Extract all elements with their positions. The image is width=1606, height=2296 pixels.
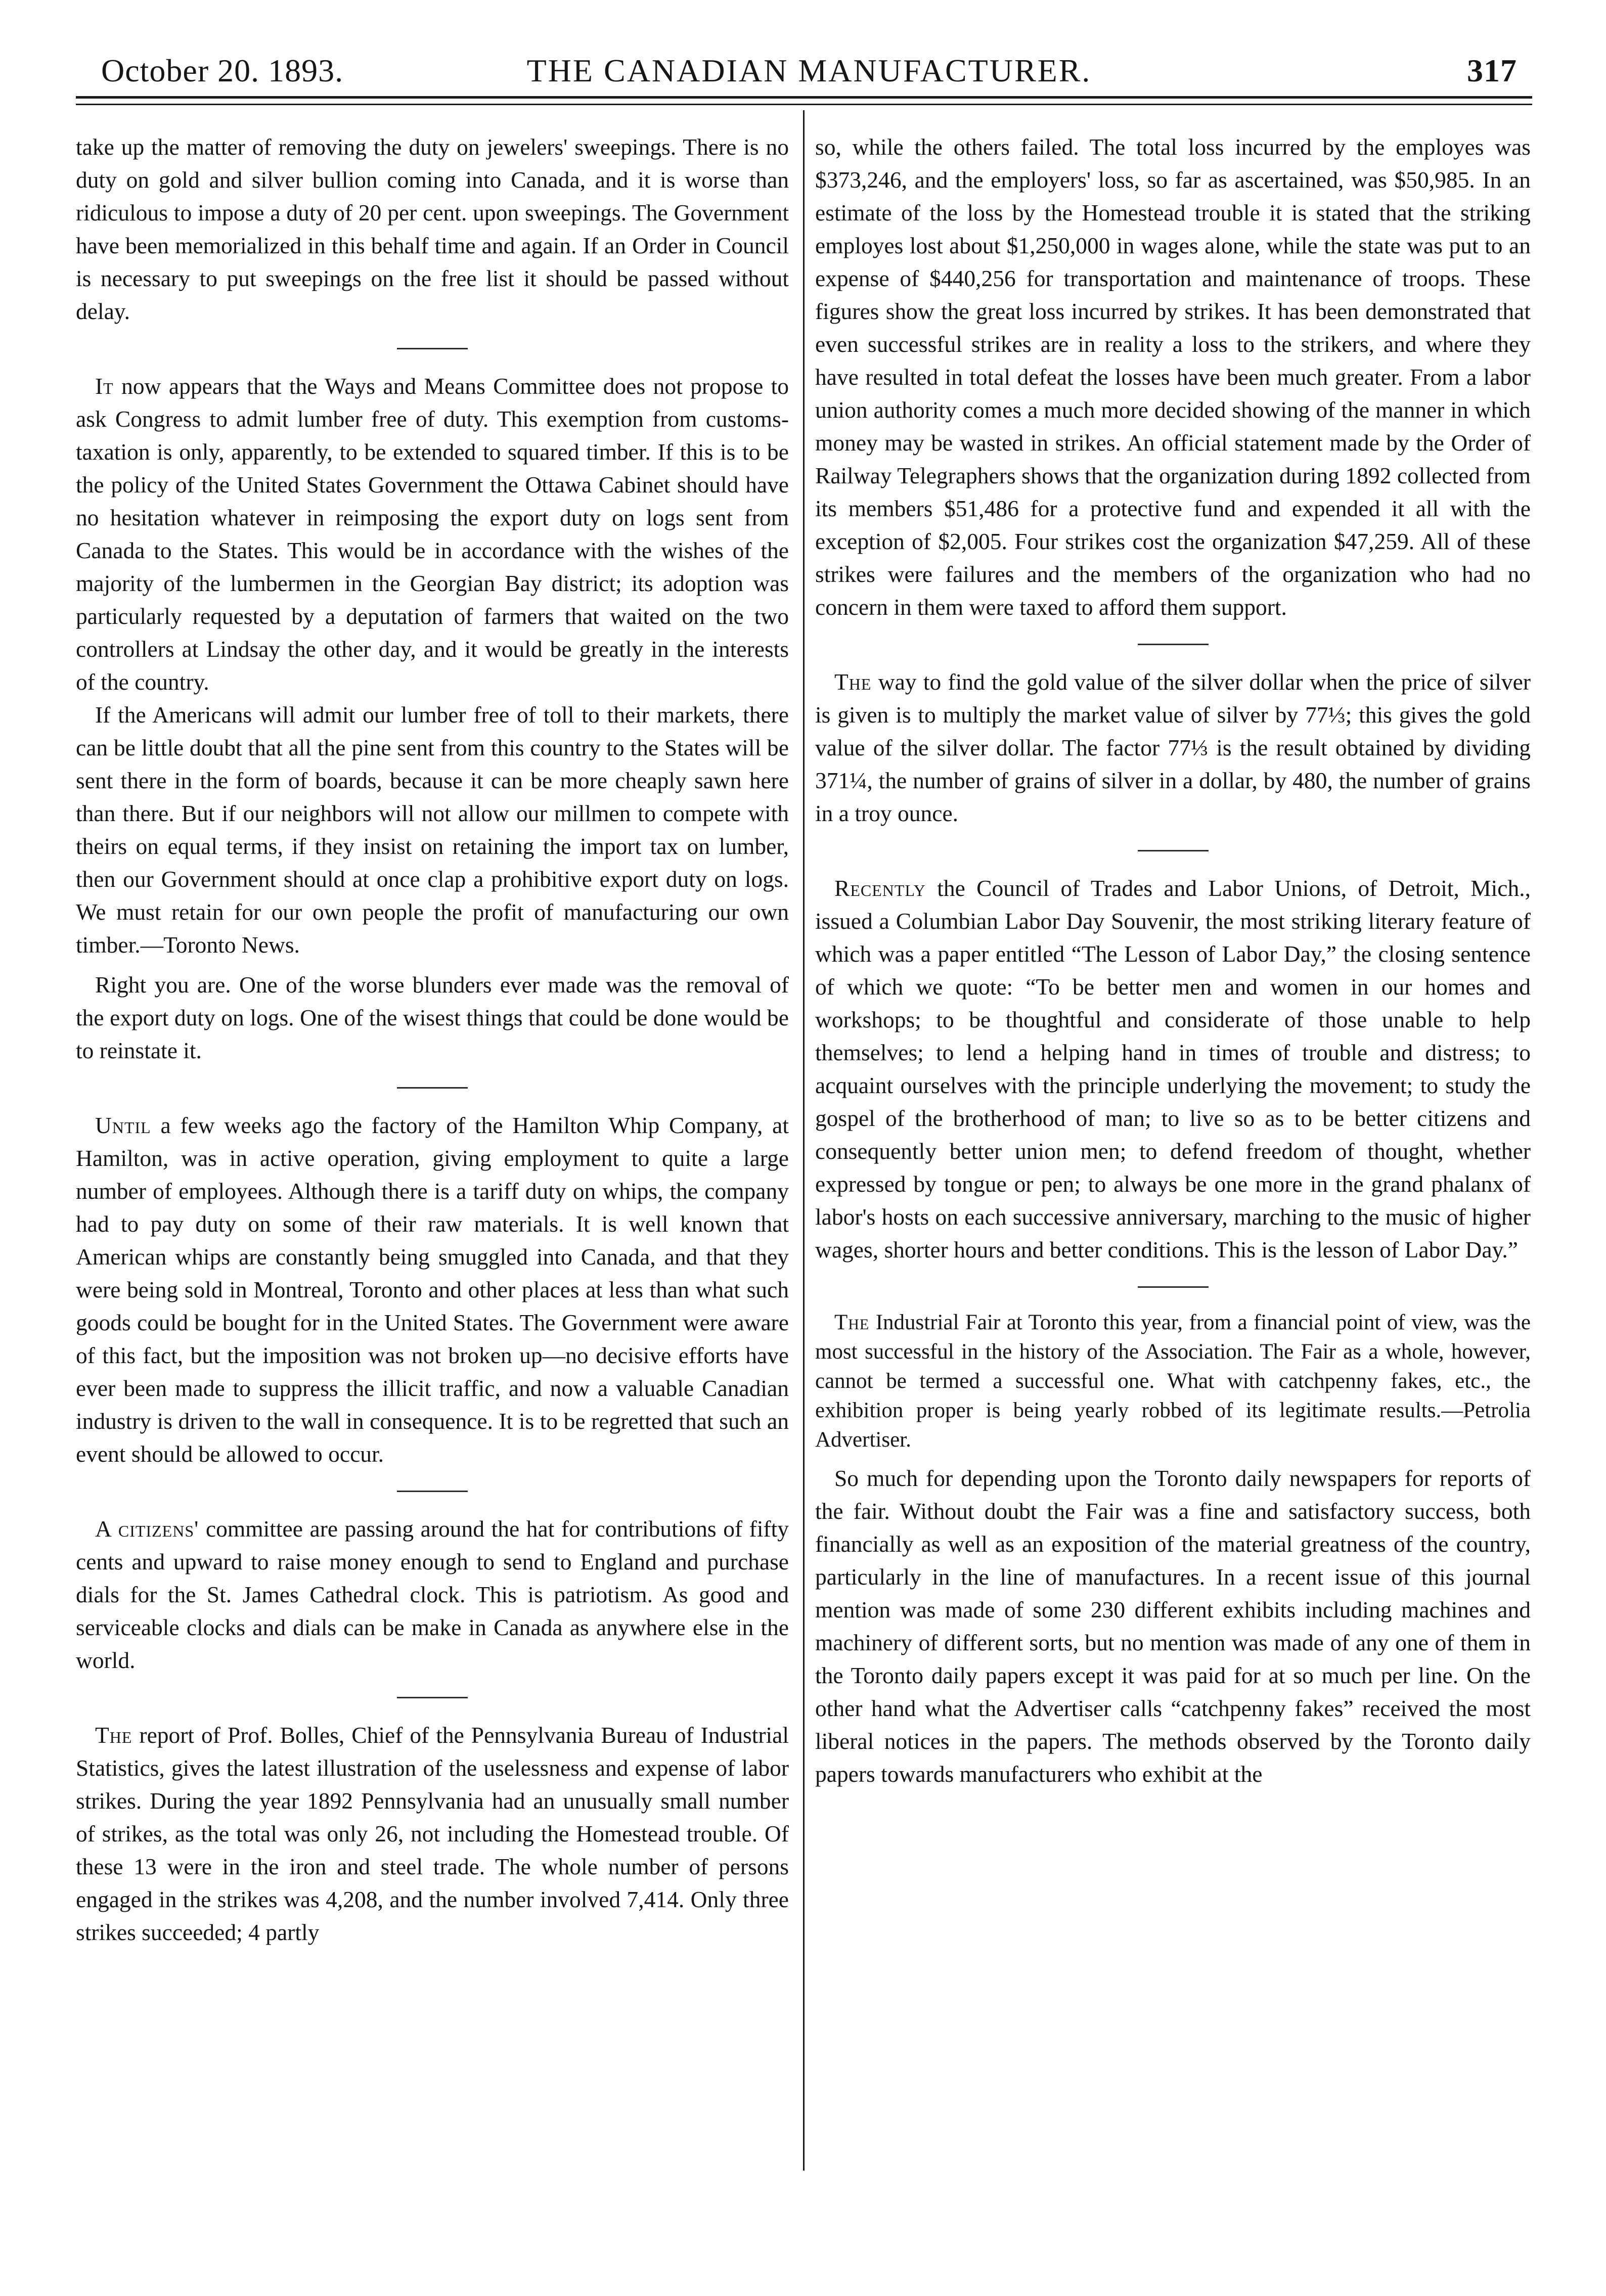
article-separator xyxy=(397,1491,468,1492)
lead-word: Recently xyxy=(834,875,926,901)
header-rule-thin xyxy=(76,104,1532,105)
publication-title: THE CANADIAN MANUFACTURER. xyxy=(526,53,1092,88)
lead-word: The xyxy=(834,1311,870,1334)
lead-word: It xyxy=(95,373,114,399)
article-separator xyxy=(1138,850,1209,851)
article-silver-dollar xyxy=(815,665,1531,830)
article-separator xyxy=(397,1087,468,1089)
article-text: the Council of Trades and Labor Unions, of Detroit, Mich., issued a Columbian Labor Day Souvenir, the most striking literary feature of which was a paper entitled “The Lesson of Labor Day,” the closing sentence of which we quote: “To be better men and women in our homes and workshops; to be thoughtful and considerate of those unable to help themselves; to lend a helping hand in times of trouble and distress; to acquaint ourselves with the principle underlying the movement; to study the gospel of the brotherhood of man; to live so as to be better citizens and consequently better union men; to defend freedom of thought, whether expressed by tongue or pen; to always be one more in the grand phalanx of labor's hosts on each successive anniversary, marching to the music of higher wages, shorter hours and better conditions. This is the lesson of Labor Day.” xyxy=(815,875,1531,1263)
article-separator xyxy=(397,348,468,349)
article-lumber-duty xyxy=(76,370,789,698)
right-column xyxy=(815,130,1531,1790)
lead-word: Until xyxy=(95,1112,151,1138)
article-text: Industrial Fair at Toronto this year, from a financial point of view, was the most successful in the history of the Association. The Fair as a whole, however, cannot be termed a successful one. What with catchpenny fakes, etc., the exhibition proper is being yearly robbed of its legitimate results.—Petrolia Advertiser. xyxy=(815,1311,1531,1452)
left-column xyxy=(76,130,789,1949)
article-labor-day xyxy=(815,872,1531,1266)
article-strikes-continued: so, while the others failed. The total loss incurred by the employes was $373,246, and the employers' loss, so far as ascertained, was $50,985. In an estimate of the loss by the Homestead trouble it is stated that the striking employes lost about $1,250,000 in wages alone, while the state was put to an expense of $440,256 for transportation and maintenance of troops. These figures show the great loss incurred by strikes. It has been demonstrated that even successful strikes are in reality a loss to the strikers, and where they have resulted in total defeat the losses have been much greater. From a labor union authority comes a much more decided showing of the manner in which money may be wasted in strikes. An official statement made by the Order of Railway Telegraphers shows that the organization during 1892 collected from its members $51,486 for a protective fund and expended it all with the exception of $2,005. Four strikes cost the organization $47,259. All of these strikes were failures and the members of the organization who had no concern in them were taxed to afford them support. xyxy=(815,134,1531,620)
article-citizens-committee xyxy=(76,1512,789,1677)
article-text: now appears that the Ways and Means Committee does not propose to ask Congress to admit lumber free of duty. This exemption from customs-taxation is only, apparently, to be extended to squared timber. If this is to be the policy of the United States Government the Ottawa Cabinet should have no hesitation whatever in reimposing the export duty on logs sent from Canada to the States. This would be in accordance with the wishes of the majority of the lumbermen in the Georgian Bay district; its adoption was particularly requested by a deputation of farmers that waited on the two controllers at Lindsay the other day, and it would be greatly in the interests of the country. xyxy=(76,373,789,695)
article-text: way to find the gold value of the silver dollar when the price of silver is given is to multiply the market value of silver by 77⅓; this gives the gold value of the silver dollar. The factor 77⅓ is the result obtained by dividing 371¼, the number of grains of silver in a dollar, by 480, the number of grains in a troy ounce. xyxy=(815,669,1531,826)
article-text: a few weeks ago the factory of the Hamilton Whip Company, at Hamilton, was in active operation, giving employment to quite a large number of employees. Although there is a tariff duty on whips, the company had to pay duty on some of their raw materials. It is well known that American whips are constantly being smuggled into Canada, and that they were being sold in Montreal, Toronto and other places at less than what such goods could be bought for in the United States. The Government were aware of this fact, but the imposition was not broken up—no decisive efforts have ever been made to suppress the illicit traffic, and now a valuable Canadian industry is driven to the wall in consequence. It is to be regretted that such an event should be allowed to occur. xyxy=(76,1112,789,1467)
lead-word: The xyxy=(834,669,872,695)
article-text: report of Prof. Bolles, Chief of the Pennsylvania Bureau of Industrial Statistics, gives the latest illustration of the uselessness and expense of labor strikes. During the year 1892 Pennsylvania had an unusually small number of strikes, as the total was only 26, not including the Homestead trouble. Of these 13 were in the iron and steel trade. The whole number of persons engaged in the strikes was 4,208, and the number involved 7,414. Only three strikes succeeded; 4 partly xyxy=(76,1722,789,1945)
article-separator xyxy=(397,1697,468,1698)
article-editor-comment: Right you are. One of the worse blunders ever made was the removal of the export duty on logs. One of the wisest things that could be done would be to reinstate it. xyxy=(76,972,789,1063)
header-rule xyxy=(76,96,1532,99)
article-labor-strikes xyxy=(76,1719,789,1949)
issue-date: October 20. 1893. xyxy=(101,53,344,88)
column-divider xyxy=(803,110,805,2171)
article-toronto-news-quote: If the Americans will admit our lumber free of toll to their markets, there can be little doubt that all the pine sent from this country to the States will be sent there in the form of boards, because it can be more cheaply sawn here than there. But if our neighbors will not allow our millmen to compete with theirs on equal terms, if they insist on retaining the import tax on lumber, then our Government should at once clap a prohibitive export duty on logs. We must retain for our own people the profit of manufacturing our own timber.—Toronto News. xyxy=(76,702,789,958)
article-separator xyxy=(1138,644,1209,645)
article-separator xyxy=(1138,1286,1209,1288)
article-hamilton-whip xyxy=(76,1109,789,1470)
lead-word: A citizens' xyxy=(95,1516,199,1542)
article-toronto-papers: So much for depending upon the Toronto daily newspapers for reports of the fair. Without doubt the Fair was a fine and satisfactory success, both financially as well as an exposition of the material greatness of the country, particularly in the line of manufactures. In a recent issue of this journal mention was made of some 230 different exhibits including machines and machinery of different sorts, but no mention was made of any one of them in the Toronto daily papers except it was paid for at so much per line. On the other hand what the Advertiser calls “catchpenny fakes” received the most liberal notices in the papers. The methods observed by the Toronto daily papers towards manufacturers who exhibit at the xyxy=(815,1465,1531,1787)
page-number: 317 xyxy=(1467,53,1517,88)
article-text: committee are passing around the hat for contributions of fifty cents and upward to raise money enough to send to England and purchase dials for the St. James Cathedral clock. This is patriotism. As good and serviceable clocks and dials can be make in Canada as anywhere else in the world. xyxy=(76,1516,789,1673)
article-jewelers-sweepings: take up the matter of removing the duty on jewelers' sweepings. There is no duty on gold and silver bullion coming into Canada, and it is worse than ridiculous to impose a duty of 20 per cent. upon sweepings. The Government have been memorialized in this behalf time and again. If an Order in Council is necessary to put sweepings on the free list it should be passed without delay. xyxy=(76,134,789,324)
article-industrial-fair xyxy=(815,1308,1531,1455)
lead-word: The xyxy=(95,1722,132,1748)
